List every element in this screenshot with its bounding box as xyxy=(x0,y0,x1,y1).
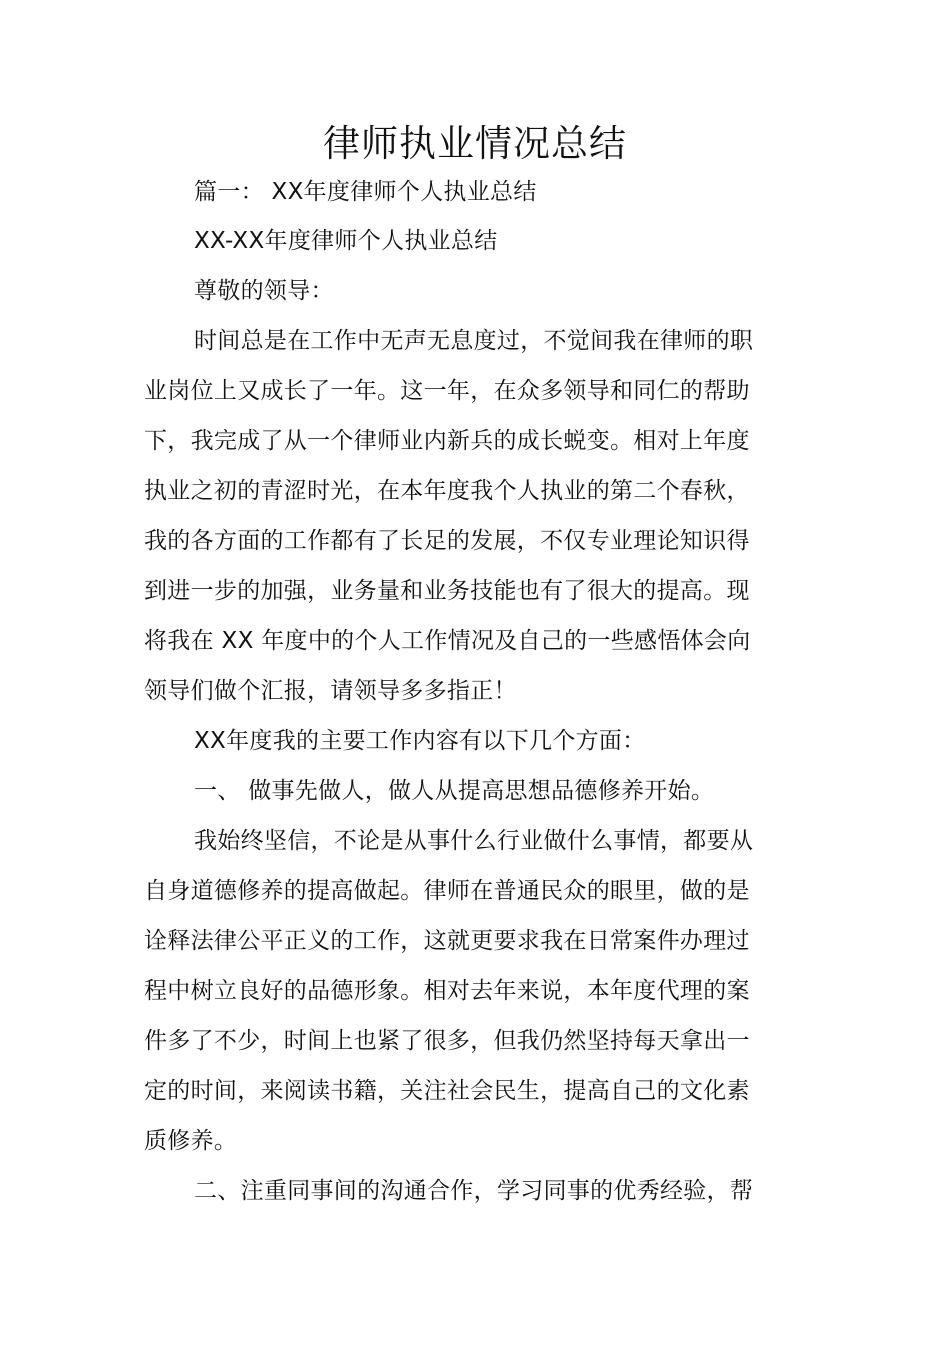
salutation: 尊敬的领导： xyxy=(194,278,334,304)
section-heading: 一、 做事先做人，做人从提高思想品德修养开始。 xyxy=(194,778,715,804)
paragraph-line: 件多了不少，时间上也紧了很多，但我仍然坚持每天拿出一 xyxy=(144,1028,750,1054)
paragraph-line: 时间总是在工作中无声无息度过，不觉间我在律师的职 xyxy=(194,328,754,354)
paragraph-line: 领导们做个汇报，请领导多多指正！ xyxy=(144,678,517,704)
paragraph-line: 定的时间，来阅读书籍，关注社会民生，提高自己的文化素 xyxy=(144,1078,750,1104)
paragraph-line: 将我在 XX 年度中的个人工作情况及自己的一些感悟体会向 xyxy=(144,628,751,654)
section-heading: 篇一： XX年度律师个人执业总结 xyxy=(194,179,537,205)
paragraph-line: 我的各方面的工作都有了长足的发展，不仅专业理论知识得 xyxy=(144,528,750,554)
paragraph-line: 我始终坚信，不论是从事什么行业做什么事情，都要从 xyxy=(194,828,754,854)
paragraph-line: 诠释法律公平正义的工作，这就更要求我在日常案件办理过 xyxy=(144,928,750,954)
paragraph-line: 到进一步的加强，业务量和业务技能也有了很大的提高。现 xyxy=(144,578,750,604)
paragraph-line: 业岗位上又成长了一年。这一年，在众多领导和同仁的帮助 xyxy=(144,378,750,404)
paragraph-line: 自身道德修养的提高做起。律师在普通民众的眼里，做的是 xyxy=(144,878,750,904)
subtitle: XX-XX年度律师个人执业总结 xyxy=(194,228,498,254)
paragraph-line: 下，我完成了从一个律师业内新兵的成长蜕变。相对上年度 xyxy=(144,428,750,454)
paragraph-line: 质修养。 xyxy=(144,1128,238,1154)
paragraph-line: 执业之初的青涩时光，在本年度我个人执业的第二个春秋， xyxy=(144,478,750,504)
section-heading: 二、注重同事间的沟通合作，学习同事的优秀经验，帮 xyxy=(194,1178,754,1204)
paragraph-line: XX年度我的主要工作内容有以下几个方面： xyxy=(194,728,646,754)
paragraph-line: 程中树立良好的品德形象。相对去年来说，本年度代理的案 xyxy=(144,978,750,1004)
document-title: 律师执业情况总结 xyxy=(323,122,627,165)
